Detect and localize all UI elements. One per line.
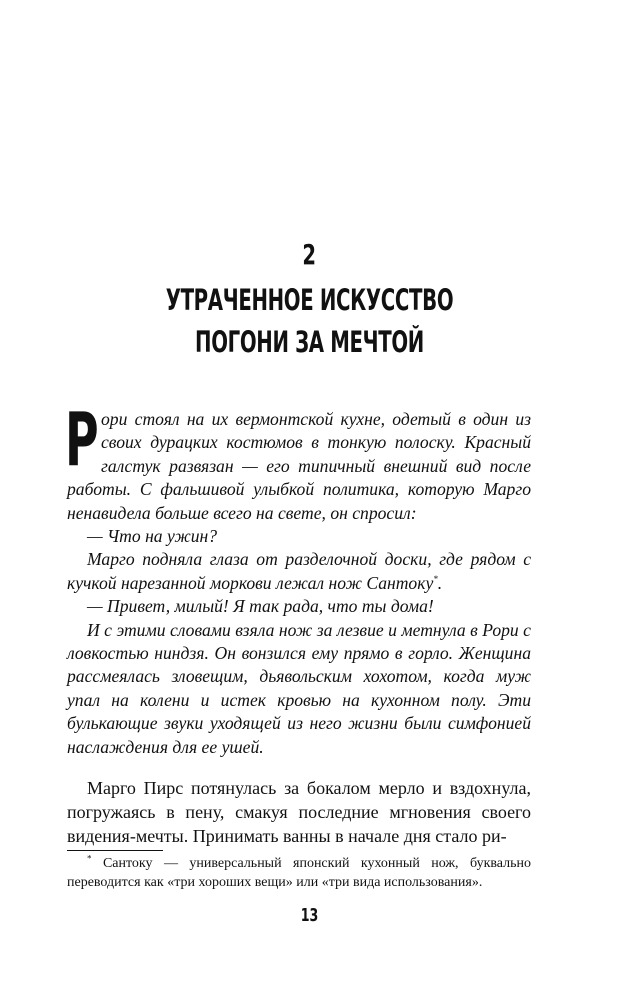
dream-passage bbox=[65, 397, 531, 759]
chapter-title-line-2: ПОГОНИ ЗА МЕЧТОЙ bbox=[195, 325, 424, 359]
footnote-divider bbox=[67, 850, 163, 851]
page-number: 13 bbox=[300, 905, 319, 926]
dream-paragraph-3-period: . bbox=[437, 572, 443, 593]
chapter-title-line-1: УТРАЧЕННОЕ ИСКУССТВО bbox=[165, 283, 454, 317]
dream-paragraph-3-text: Марго подняла глаза от разделочной доски, где рядом с кучкой нарезанной моркови лежал нож Сантоку bbox=[67, 549, 531, 593]
main-text bbox=[67, 776, 531, 848]
footnote bbox=[67, 854, 531, 892]
footnote-marker: * bbox=[87, 853, 92, 864]
dream-paragraph-4: — Привет, милый! Я так рада, что ты дома! bbox=[87, 596, 434, 617]
chapter-number: 2 bbox=[302, 238, 317, 271]
dream-paragraph-1 bbox=[65, 397, 531, 525]
dream-paragraph-1-text: ори стоял на их вермонтской кухне, одетый в один из своих дурацких костюмов в тонкую полоску. Красный галстук развязан — его типичный внешний вид после работы. С фальшивой улыбкой политика, которую Марго ненавидела больше всего на свете, он спросил: bbox=[67, 409, 531, 523]
dream-paragraph-2: — Что на ужин? bbox=[87, 526, 218, 547]
dream-paragraph-5: И с этими словами взяла нож за лезвие и метнула в Рори с ловкостью ниндзя. Он вонзился ему прямо в горло. Женщина рассмеялась зловещим, дьявольским хохотом, когда муж упал на колени и истек кровью на кухонном полу. Эти булькающие звуки уходящей из него жизни были симфонией наслаждения для ее ушей. bbox=[67, 619, 531, 757]
footnote-text: Сантоку — универсальный японский кухонный нож, буквально переводится как «три хороших вещи» или «три вида использования». bbox=[67, 856, 531, 890]
footnote-reference-marker: * bbox=[433, 573, 438, 584]
dream-paragraph-3 bbox=[67, 548, 531, 595]
drop-cap: Р bbox=[65, 397, 99, 483]
main-paragraph: Марго Пирс потянулась за бокалом мерло и вздохнула, погружаясь в пену, смакуя последние мгновения своего видения-мечты. Принимать ванны в начале дня стало ри- bbox=[67, 778, 531, 846]
